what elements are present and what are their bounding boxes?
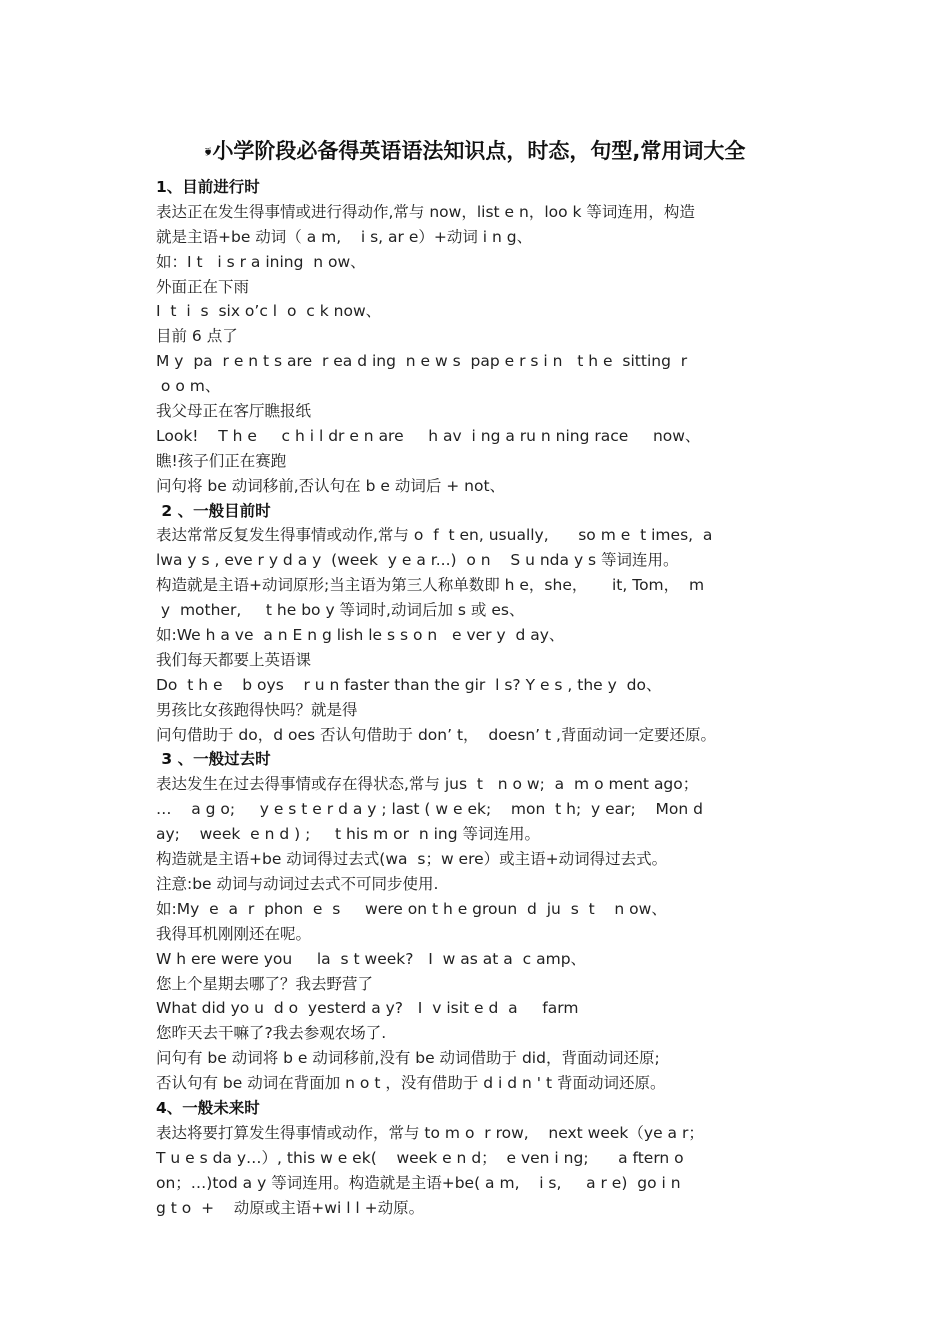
text-line: 如:We h a ve a n E n g lish le s s o n e ver y d ay、: [156, 626, 565, 645]
text-line: y mother, t he bo y 等词时,动词后加 s 或 es、: [156, 601, 525, 620]
document-body: [156, 175, 806, 1220]
section-heading: 3 、一般过去时: [156, 750, 271, 769]
text-line: 问句借助于 do，d oes 否认句借助于 don’ t， doesn’ t ,背面动词一定要还原。: [156, 725, 716, 744]
text-line: 表达将要打算发生得事情或动作，常与 to m o r row, next week（ye a r；: [156, 1123, 704, 1142]
text-line: W h ere were you la s t week? I w as at a c amp、: [156, 949, 587, 968]
text-line: … a g o; y e s t e r d a y ; last ( w e ek; mon t h; y ear; Mon d: [156, 800, 703, 819]
text-line: 如：I t i s r a ining n ow、: [156, 252, 366, 271]
text-line: 问句有 be 动词将 b e 动词移前,没有 be 动词借助于 did，背面动词还原;: [156, 1049, 660, 1068]
text-line: 表达正在发生得事情或进行得动作,常与 now，list e n，loo k 等词连用，构造: [156, 202, 695, 221]
text-line: Do t h e b oys r u n faster than the gir l s? Y e s , the y do、: [156, 675, 662, 694]
text-line: 如:My e a r phon e s were on t h e groun d ju s t n ow、: [156, 899, 667, 918]
text-line: 我们每天都要上英语课: [156, 650, 312, 669]
section-heading: 2 、一般目前时: [156, 501, 271, 520]
text-line: 问句将 be 动词移前,否认句在 b e 动词后 + not、: [156, 476, 506, 495]
document-title: [0, 136, 950, 166]
text-line: 就是主语+be 动词（ a m, i s, ar e）+动词 i n g、: [156, 227, 533, 246]
text-line: 男孩比女孩跑得快吗？就是得: [156, 700, 358, 719]
text-line: ay; week e n d ) ; t his m or n ing 等词连用。: [156, 825, 541, 844]
text-line: o o m、: [156, 377, 221, 396]
text-line: 瞧!孩子们正在赛跑: [156, 451, 287, 470]
text-line: What did yo u d o yesterd a y? I v isit e d a farm: [156, 999, 579, 1018]
text-line: 注意:be 动词与动词过去式不可同步使用.: [156, 874, 439, 893]
text-line: 表达常常反复发生得事情或动作,常与 o f t en, usually, so m e t imes, a: [156, 526, 713, 545]
text-line: 您上个星期去哪了？我去野营了: [156, 974, 374, 993]
text-line: 目前 6 点了: [156, 327, 238, 346]
text-line: 表达发生在过去得事情或存在得状态,常与 jus t n o w; a m o ment ago；: [156, 775, 699, 794]
document-title-text: 小学阶段必备得英语语法知识点，时态，句型,常用词大全: [212, 139, 746, 163]
text-line: on；…)tod a y 等词连用。构造就是主语+be( a m, i s, a r e) go i n: [156, 1173, 681, 1192]
text-line: 我得耳机刚刚还在呢。: [156, 924, 312, 943]
text-line: T u e s da y…）, this w e ek( week e n d； e ven i ng; a ftern o: [156, 1148, 684, 1167]
text-line: M y pa r e n t s are r ea d ing n e w s pap e r s i n t h e sitting r: [156, 352, 688, 371]
section-heading: 1、目前进行时: [156, 178, 260, 196]
text-line: 我父母正在客厅瞧报纸: [156, 402, 312, 421]
text-line: I t i s six o’c l o c k now、: [156, 302, 382, 321]
text-line: g t o + 动原或主语+wi l l +动原。: [156, 1198, 425, 1217]
text-line: lwa y s , eve r y d a y (week y e a r...) o n S u nda y s 等词连用。: [156, 551, 679, 570]
flourish-icon: 🙘: [204, 144, 212, 158]
text-line: 外面正在下雨: [156, 277, 250, 296]
text-line: Look! T h e c h i l dr e n are h av i ng a ru n ning race now、: [156, 426, 701, 445]
text-line: 构造就是主语+动词原形;当主语为第三人称单数即 h e，she， it, Tom， m: [156, 576, 705, 595]
text-line: 构造就是主语+be 动词得过去式(wa s；w ere）或主语+动词得过去式。: [156, 850, 668, 869]
section-heading: 4、一般未来时: [156, 1098, 260, 1117]
text-line: 否认句有 be 动词在背面加 n o t ，没有借助于 d i d n ' t 背面动词还原。: [156, 1074, 666, 1093]
text-line: 您昨天去干嘛了?我去参观农场了.: [156, 1024, 387, 1043]
